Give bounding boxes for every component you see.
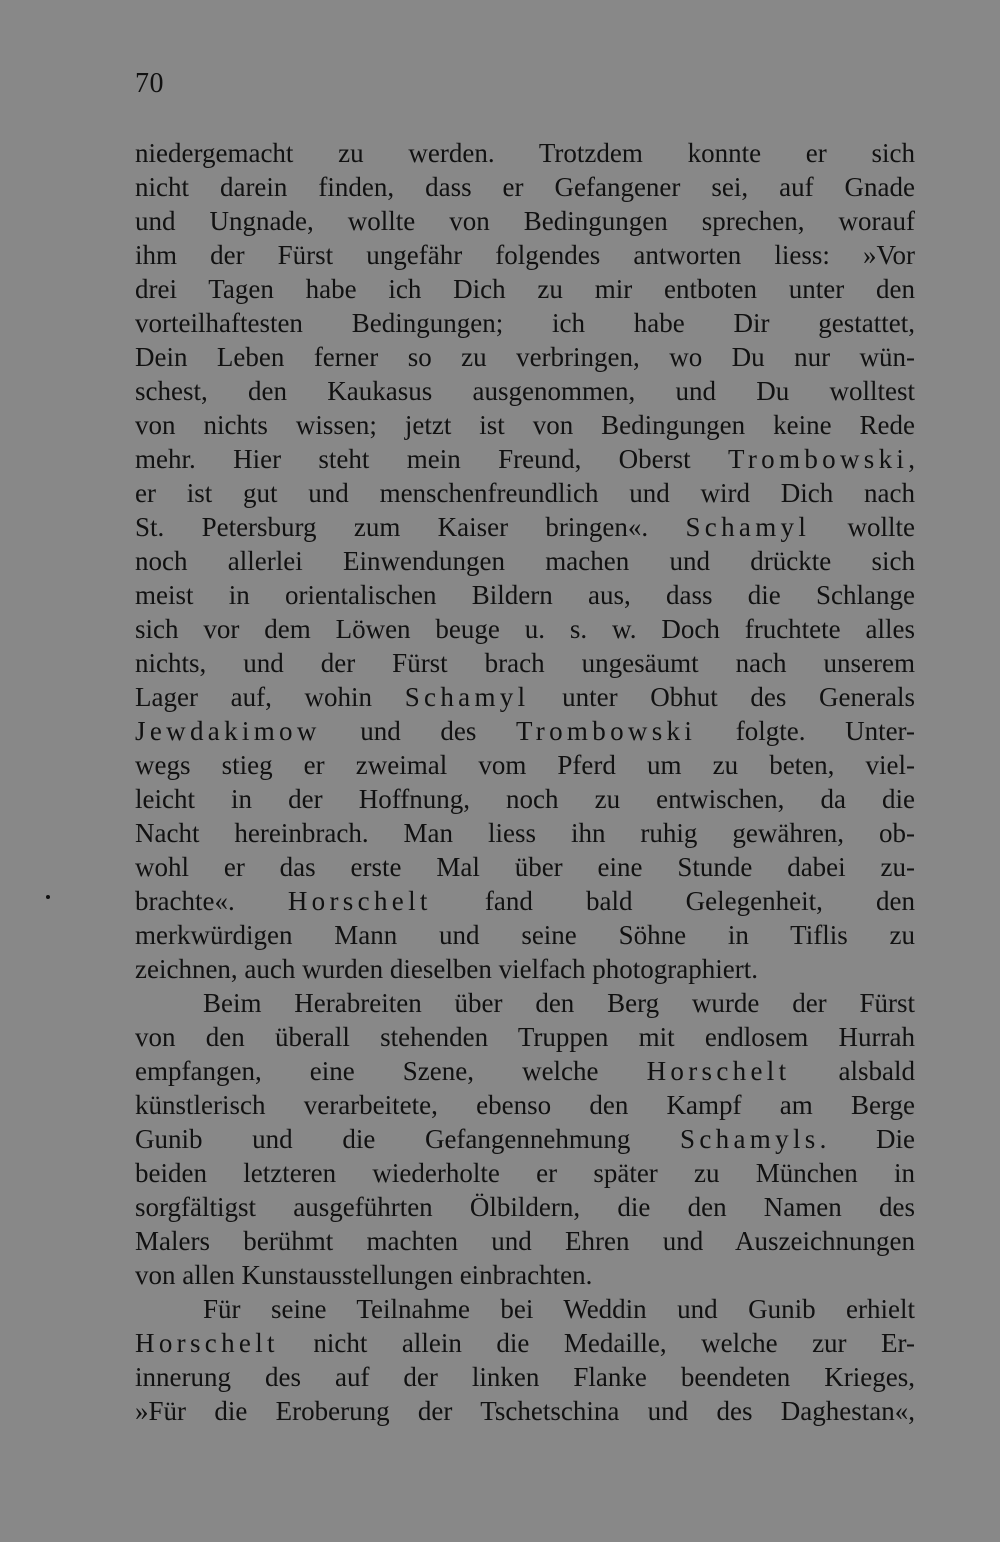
text-line: niedergemacht zu werden. Trotzdem konnte er sich <box>135 138 915 168</box>
text-run: nicht allein die Medaille, welche zur Er- <box>278 1328 915 1358</box>
text-run: folgte. Unter- <box>696 716 915 746</box>
text-line: sich vor dem Löwen beuge u. s. w. Doch fruchtete alles <box>135 614 915 644</box>
text-line: beiden letzteren wiederholte er später zu München in <box>135 1158 915 1188</box>
text-run: wollte <box>810 512 915 542</box>
text-run: St. Petersburg zum Kaiser bringen«. <box>135 512 686 542</box>
emphasized-name: Horschelt <box>287 886 432 916</box>
text-line: Malers berühmt machten und Ehren und Auszeichnungen <box>135 1226 915 1256</box>
text-line: noch allerlei Einwendungen machen und drückte sich <box>135 546 915 576</box>
emphasized-name: Horschelt <box>646 1056 791 1086</box>
text-line <box>135 442 915 476</box>
text-line: merkwürdigen Mann und seine Söhne in Tiflis zu <box>135 920 915 950</box>
text-line: vorteilhaftesten Bedingungen; ich habe Dir gestattet, <box>135 308 915 338</box>
text-line: zeichnen, auch wurden dieselben vielfach photographiert. <box>135 954 758 984</box>
margin-speck <box>46 895 50 899</box>
text-line: von allen Kunstausstellungen einbrachten. <box>135 1260 593 1290</box>
text-line: von den überall stehenden Truppen mit endlosem Hurrah <box>135 1022 915 1052</box>
text-line: »Für die Eroberung der Tschetschina und des Daghestan«, <box>135 1396 915 1426</box>
text-line: und Ungnade, wollte von Bedingungen sprechen, worauf <box>135 206 915 236</box>
text-line: meist in orientalischen Bildern aus, dass die Schlange <box>135 580 915 610</box>
text-run: fand bald Gelegenheit, den <box>431 886 915 916</box>
text-run: und des <box>320 716 516 746</box>
text-run: Gunib und die Gefangennehmung <box>135 1124 681 1154</box>
text-line <box>135 510 915 544</box>
text-run: . Die <box>819 1124 915 1154</box>
text-line: er ist gut und menschenfreundlich und wird Dich nach <box>135 478 915 508</box>
page-number: 70 <box>135 68 164 99</box>
emphasized-name: Trombowski <box>728 444 909 474</box>
text-run: unter Obhut des Generals <box>529 682 915 712</box>
text-line: wohl er das erste Mal über eine Stunde dabei zu- <box>135 852 915 882</box>
text-line: Beim Herabreiten über den Berg wurde der Fürst <box>203 988 915 1018</box>
text-line: von nichts wissen; jetzt ist von Bedingungen keine Rede <box>135 410 915 440</box>
text-line: sorgfältigst ausgeführten Ölbildern, die den Namen des <box>135 1192 915 1222</box>
text-line: drei Tagen habe ich Dich zu mir entboten unter den <box>135 274 915 304</box>
text-run: brachte«. <box>135 886 288 916</box>
text-run: mehr. Hier steht mein Freund, Oberst <box>135 444 728 474</box>
text-line: leicht in der Hoffnung, noch zu entwischen, da die <box>135 784 915 814</box>
text-line <box>135 1326 915 1360</box>
emphasized-name: Horschelt <box>135 1328 279 1358</box>
emphasized-name: Schamyl <box>685 512 811 542</box>
text-run: alsbald <box>790 1056 915 1086</box>
text-line: innerung des auf der linken Flanke beendeten Krieges, <box>135 1362 915 1392</box>
text-line <box>135 884 915 918</box>
text-line <box>135 1054 915 1088</box>
text-line: Für seine Teilnahme bei Weddin und Gunib erhielt <box>203 1294 915 1324</box>
text-line: Nacht hereinbrach. Man liess ihn ruhig gewähren, ob- <box>135 818 915 848</box>
emphasized-name: Schamyl <box>404 682 530 712</box>
text-line: Dein Leben ferner so zu verbringen, wo Du nur wün- <box>135 342 915 372</box>
text-run: , <box>908 444 915 474</box>
text-line: nicht darein finden, dass er Gefangener sei, auf Gnade <box>135 172 915 202</box>
body-text <box>135 136 915 1428</box>
text-line: schest, den Kaukasus ausgenommen, und Du wolltest <box>135 376 915 406</box>
text-run: Lager auf, wohin <box>135 682 405 712</box>
text-line: wegs stieg er zweimal vom Pferd um zu beten, viel- <box>135 750 915 780</box>
text-run: empfangen, eine Szene, welche <box>135 1056 647 1086</box>
text-line <box>135 680 915 714</box>
text-line: nichts, und der Fürst brach ungesäumt nach unserem <box>135 648 915 678</box>
emphasized-name: Schamyls <box>680 1124 820 1154</box>
text-line <box>135 1122 915 1156</box>
text-line: ihm der Fürst ungefähr folgendes antworten liess: »Vor <box>135 240 915 270</box>
text-line <box>135 714 915 748</box>
text-line: künstlerisch verarbeitete, ebenso den Kampf am Berge <box>135 1090 915 1120</box>
emphasized-name: Trombowski <box>515 716 697 746</box>
emphasized-name: Jewdakimow <box>135 716 321 746</box>
